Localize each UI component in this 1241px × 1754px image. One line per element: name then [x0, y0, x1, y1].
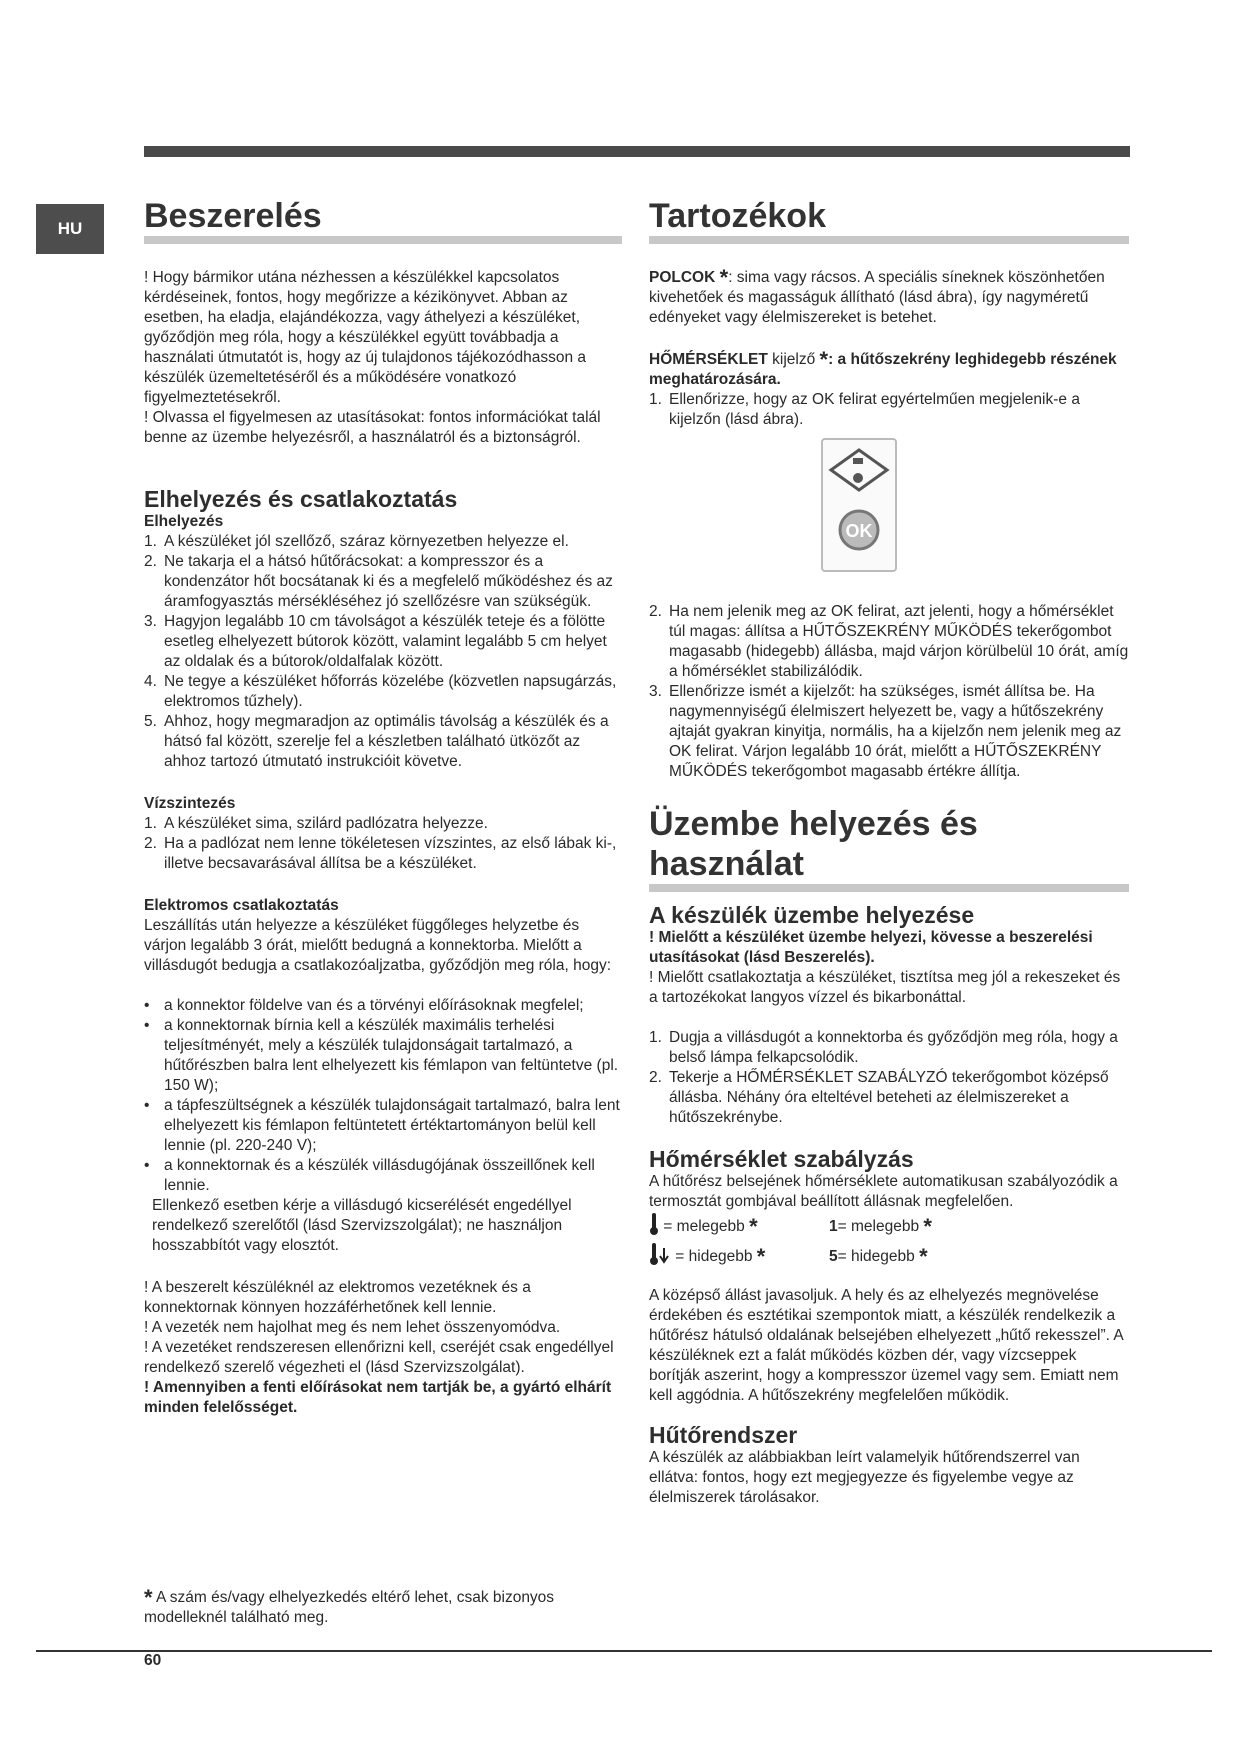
language-tab: HU	[36, 204, 104, 254]
top-rule	[144, 146, 1130, 157]
asterisk-icon: *	[923, 1214, 932, 1239]
left-column	[144, 196, 622, 1418]
list-item: 3. Hagyjon legalább 10 cm távolságot a készülék teteje és a fölötte esetleg elhelyezett bútorok között, valamint legalább 5 cm helyet az oldalak és a bútorok/oldalfalak között.	[144, 613, 607, 670]
intro-paragraph: ! Olvassa el figyelmesen az utasításokat: fontos információkat talál benne az üzembe helyezésről, a használatról és a biztonságról.	[144, 409, 601, 446]
regulation-text: A hűtőrész belsejének hőmérséklete automatikusan szabályozódik a termosztát gombjával beállított állásnak megfelelően.	[649, 1173, 1118, 1210]
list-item: • a konnektor földelve van és a törvényi előírásoknak megfelel;	[164, 996, 622, 1016]
temp-list-continued	[649, 602, 1129, 782]
placement-subheading: Elhelyezés	[144, 513, 224, 530]
thermometer-icon	[649, 1212, 659, 1236]
intro-paragraph: ! Hogy bármikor utána nézhessen a készülékkel kapcsolatos kérdéseinek, fontos, hogy megőrizze a kézikönyvet. Abban az esetben, ha eladja, elajándékozza, vagy áthelyezi a készüléket, győződjön meg róla, hogy a készülékkel együtt továbbadja a használati útmutatót is, hogy az új tulajdonos tájékozódhasson a készülék üzemeltetéséről és a működésére vonatkozó figyelmeztetésekről.	[144, 269, 587, 406]
section-title-accessories: Tartozékok	[649, 196, 1129, 244]
section-title-use: Üzembe helyezés és használat	[649, 804, 1129, 892]
regulation-heading: Hőmérséklet szabályzás	[649, 1146, 914, 1172]
footnote: * A szám és/vagy elhelyezkedés eltérő lehet, csak bizonyos modelleknél található meg.	[144, 1585, 555, 1626]
list-item: 3. Ellenőrizze ismét a kijelzőt: ha szükséges, ismét állítsa be. Ha nagymennyiségű élelmiszert helyezett be, vagy a hűtőszekrény ajtaját gyakran kinyitja, normális, ha a kijelzőn nem jelenik meg az OK felirat. Várjon legalább 10 órát, mielőtt a HŰTŐSZEKRÉNY MŰKÖDÉS tekerőgombot magasabb értékre állítja.	[649, 683, 1122, 780]
placement-list	[144, 532, 622, 772]
legend-row-warmer: = melegebb * 1= melegebb *	[649, 1212, 1129, 1242]
startup-list	[649, 1028, 1129, 1128]
cleaning-note: ! Mielőtt csatlakoztatja a készüléket, tisztítsa meg jól a rekeszeket és a tartozékokat langyos vízzel és bikarbonáttal.	[649, 969, 1121, 1006]
electrical-bullets	[144, 996, 622, 1196]
warning-text: ! A vezetéket rendszeresen ellenőrizni kell, cseréjét csak engedéllyel rendelkező szerelő végezheti el (lásd Szervizszolgálat).	[144, 1339, 614, 1376]
list-item: 1. Ellenőrizze, hogy az OK felirat egyértelműen megjelenik-e a kijelzőn (lásd ábra).	[649, 391, 1080, 428]
cooling-text: A készülék az alábbiakban leírt valamelyik hűtőrendszerrel van ellátva: fontos, hogy ezt megjegyezze és figyelembe vegye az élelmiszerek tárolásakor.	[649, 1449, 1080, 1506]
list-item: 4. Ne tegye a készüléket hőforrás közelébe (közvetlen napsugárzás, elektromos tűzhely).	[144, 673, 617, 710]
temp-list	[649, 390, 1129, 430]
cooling-heading: Hűtőrendszer	[649, 1422, 798, 1448]
ok-label: OK	[845, 521, 873, 541]
bottom-rule	[36, 1650, 1212, 1652]
leveling-list	[144, 814, 622, 874]
temperature-indicator-paragraph: HŐMÉRSÉKLET kijelző *: a hűtőszekrény leghidegebb részének meghatározására.	[649, 347, 1117, 388]
list-item: • a konnektornak bírnia kell a készülék maximális terhelési teljesítményét, mely a készülék tulajdonságait tartalmazó, a hűtőrészben balra lent elhelyezett kis fémlapon van feltüntetve (pl. 150 W);	[164, 1016, 622, 1096]
thermometer-down-icon	[649, 1242, 671, 1266]
asterisk-icon: *	[919, 1244, 928, 1269]
list-item: • a konnektornak és a készülék villásdugójának összeillőnek kell lennie.	[164, 1156, 622, 1196]
list-item: 1. A készüléket jól szellőző, száraz környezetben helyezze el.	[144, 533, 569, 550]
regulation-note: A középső állást javasoljuk. A hely és az elhelyezés megnövelése érdekében és esztétikai szempontok miatt, a készülék rendelkezik a hűtőrész hátulsó oldalának belsejében elhelyezett „hűtő rekesszel”. A készüléknek ezt a falát működés közben dér, vagy vízcseppek borítják aszerint, hogy a kompresszor üzemel vagy sem. Emiatt nem kell aggódnia. A hűtőszekrény megfelelően működik.	[649, 1287, 1123, 1404]
ok-indicator-icon	[823, 440, 895, 570]
otherwise-note: Ellenkező esetben kérje a villásdugó kicserélését engedéllyel rendelkező szerelőtől (lásd Szervizszolgálat); ne használjon hosszabbítót vagy elosztót.	[152, 1197, 572, 1254]
warning-text: ! A beszerelt készüléknél az elektromos vezetéknek és a konnektornak könnyen hozzáférhetőnek kell lennie.	[144, 1279, 531, 1316]
list-item: • a tápfeszültségnek a készülék tulajdonságait tartalmazó, balra lent elhelyezett kis fémlapon feltüntetett értéktartományon belül kell lennie (pl. 220-240 V);	[164, 1096, 622, 1156]
electrical-subheading: Elektromos csatlakoztatás	[144, 897, 339, 914]
list-item: 2. Tekerje a HŐMÉRSÉKLET SZABÁLYZÓ tekerőgombot középső állásba. Néhány óra elteltével beteheti az élelmiszereket a hűtőszekrénybe.	[649, 1069, 1109, 1126]
list-item: 2. Ha a padlózat nem lenne tökéletesen vízszintes, az első lábak ki-, illetve becsavarásával állítsa be a készüléket.	[144, 835, 617, 872]
asterisk-icon: *	[144, 1585, 153, 1610]
warning-text: ! A vezeték nem hajolhat meg és nem lehet összenyomódva.	[144, 1319, 561, 1336]
page-number: 60	[144, 1652, 162, 1669]
list-item: 1. A készüléket sima, szilárd padlózatra helyezze.	[144, 815, 488, 832]
list-item: 5. Ahhoz, hogy megmaradjon az optimális távolság a készülék és a hátsó fal között, szerelje fel a készletben található ütközőt az ahhoz tartozó útmutató instrukcióit követve.	[144, 713, 609, 770]
asterisk-icon: *	[819, 347, 829, 372]
leveling-subheading: Vízszintezés	[144, 795, 236, 812]
list-item: 1. Dugja a villásdugót a konnektorba és győződjön meg róla, hogy a belső lámpa felkapcsolódik.	[649, 1029, 1118, 1066]
list-item: 2. Ha nem jelenik meg az OK felirat, azt jelenti, hogy a hőmérséklet túl magas: állítsa a HŰTŐSZEKRÉNY MŰKÖDÉS tekerőgombot magasabb (hidegebb) állásba, majd várjon körülbelül 10 órát, amíg a hőmérséklet stabilizálódik.	[649, 603, 1129, 680]
asterisk-icon: *	[719, 265, 729, 290]
placement-heading: Elhelyezés és csatlakoztatás	[144, 486, 458, 512]
startup-warning: ! Mielőtt a készüléket üzembe helyezi, kövesse a beszerelési utasításokat (lásd Beszerelés).	[649, 929, 1093, 966]
section-title-installation: Beszerelés	[144, 196, 622, 244]
ok-indicator-figure	[821, 438, 897, 572]
liability-warning: ! Amennyiben a fenti előírásokat nem tartják be, a gyártó elhárít minden felelősséget.	[144, 1379, 612, 1416]
electrical-intro: Leszállítás után helyezze a készüléket függőleges helyzetbe és várjon legalább 3 órát, mielőtt bedugná a konnektorba. Mielőtt a villásdugót bedugja a csatlakozóaljzatba, győződjön meg róla, hogy:	[144, 917, 612, 974]
shelves-paragraph: POLCOK *: sima vagy rácsos. A speciális síneknek köszönhetően kivehetőek és magasságuk állítható (lásd ábra), így nagyméretű edényeket vagy élelmiszereket is betehet.	[649, 265, 1105, 326]
asterisk-icon: *	[756, 1244, 766, 1269]
list-item: 2. Ne takarja el a hátsó hűtőrácsokat: a kompresszor és a kondenzátor hőt bocsátanak ki és a megfelelő működéshez és az áramfogyasztás mérsékléséhez jó szellőzésre van szükségük.	[144, 553, 613, 610]
right-column	[649, 196, 1129, 1508]
asterisk-icon: *	[749, 1214, 758, 1239]
legend-row-colder: = hidegebb * 5= hidegebb *	[649, 1242, 1129, 1272]
startup-heading: A készülék üzembe helyezése	[649, 902, 975, 928]
